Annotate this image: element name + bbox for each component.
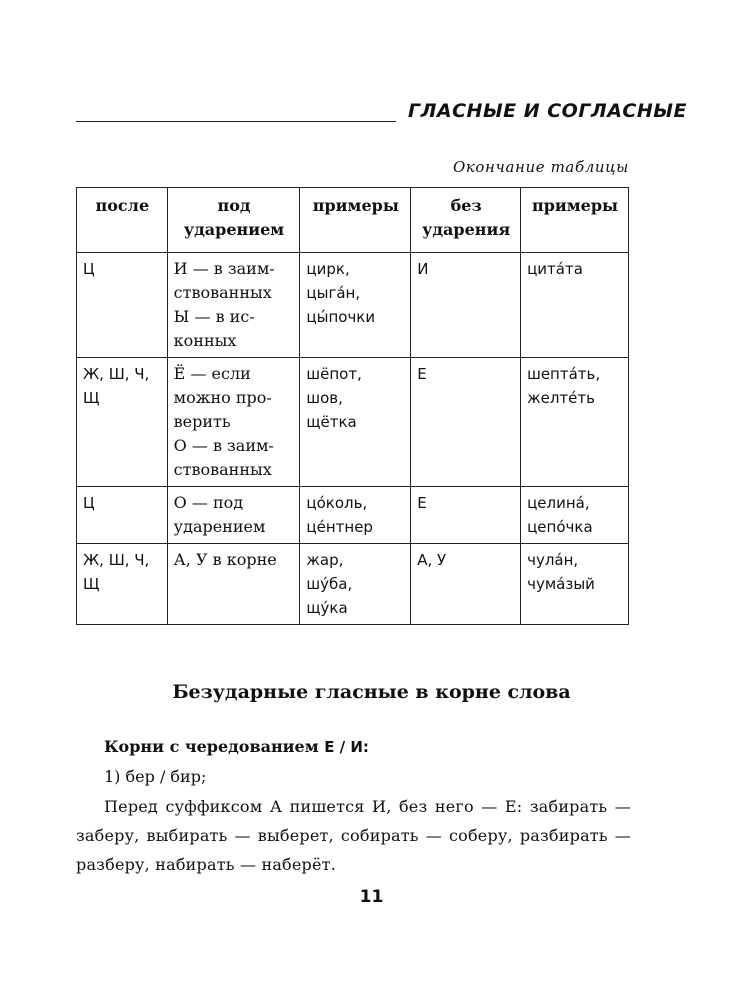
cell-stressed-line: можно про- — [173, 388, 272, 407]
cell-after: Ж, Ш, Ч, Щ — [77, 544, 168, 625]
cell-examples-line: цы́почки — [306, 308, 376, 326]
cell-examples-2 — [521, 358, 629, 487]
cell-examples — [300, 487, 411, 544]
rule-item-1: 1) бер / бир; — [104, 767, 207, 786]
cell-examples-line: шов, — [306, 389, 343, 407]
cell-stressed-line: верить — [173, 412, 231, 431]
rule-paragraph: Перед суффиксом А пишется И, без него — Е: забирать — заберу, выбирать — выберет, собирать — соберу, разбирать — разберу, набирать — наберёт. — [76, 797, 631, 874]
table-row — [77, 487, 629, 544]
col-header-examples: примеры — [300, 188, 411, 253]
cell-examples-2-line: шепта́ть, — [527, 365, 601, 383]
cell-examples-2 — [521, 253, 629, 358]
cell-unstressed: А, У — [411, 544, 521, 625]
cell-stressed — [167, 253, 300, 358]
cell-stressed — [167, 358, 300, 487]
col-header-stressed: под ударением — [167, 188, 300, 253]
page-number: 11 — [359, 887, 384, 907]
vowel-table — [76, 187, 629, 625]
cell-stressed-line: Ё — если — [173, 364, 251, 383]
table-row — [77, 253, 629, 358]
col-header-after: после — [77, 188, 168, 253]
table-row — [77, 544, 629, 625]
subheading-text: Корни с чередованием — [104, 737, 319, 756]
col-header-examples-2: примеры — [521, 188, 629, 253]
cell-after: Ц — [77, 487, 168, 544]
cell-examples-2-line: целина́, — [527, 494, 590, 512]
cell-examples-line: цо́коль, — [306, 494, 368, 512]
cell-unstressed: И — [411, 253, 521, 358]
cell-stressed — [167, 544, 300, 625]
cell-stressed-line: ствованных — [173, 283, 272, 302]
subheading-letters: Е / И: — [324, 738, 369, 756]
cell-stressed-line: И — в заим- — [173, 259, 275, 278]
cell-stressed-line: конных — [173, 331, 237, 350]
cell-examples — [300, 253, 411, 358]
cell-examples-line: шу́ба, — [306, 575, 353, 593]
cell-examples-2-line: цепо́чка — [527, 518, 593, 536]
cell-examples-line: цирк, — [306, 260, 350, 278]
cell-examples-line: шёпот, — [306, 365, 362, 383]
cell-examples-2-line: чула́н, — [527, 551, 579, 569]
cell-examples-line: цыга́н, — [306, 284, 361, 302]
cell-examples-line: щу́ка — [306, 599, 348, 617]
cell-examples-2 — [521, 487, 629, 544]
table-caption: Окончание таблицы — [452, 158, 629, 176]
cell-stressed-line: ствованных — [173, 460, 272, 479]
cell-examples — [300, 358, 411, 487]
col-header-unstressed: без ударения — [411, 188, 521, 253]
cell-examples-line: жар, — [306, 551, 344, 569]
cell-after: Ж, Ш, Ч, Щ — [77, 358, 168, 487]
cell-examples-2 — [521, 544, 629, 625]
cell-stressed-line: О — в заим- — [173, 436, 274, 455]
running-title: ГЛАСНЫЕ И СОГЛАСНЫЕ — [408, 100, 687, 122]
cell-stressed — [167, 487, 300, 544]
cell-examples-2-line: чума́зый — [527, 575, 595, 593]
cell-examples-2-line: цита́та — [527, 260, 583, 278]
cell-unstressed: Е — [411, 358, 521, 487]
subheading — [104, 737, 369, 756]
header-rule — [76, 121, 396, 122]
cell-after: Ц — [77, 253, 168, 358]
table-row — [77, 358, 629, 487]
cell-stressed-line: Ы — в ис- — [173, 307, 255, 326]
section-title: Безударные гласные в корне слова — [172, 681, 571, 703]
cell-stressed-line: ударением — [173, 517, 266, 536]
table-header-row — [77, 188, 629, 253]
cell-stressed-line: О — под — [173, 493, 244, 512]
cell-examples-line: щётка — [306, 413, 357, 431]
cell-examples-line: це́нтнер — [306, 518, 373, 536]
cell-stressed-line: А, У в корне — [173, 550, 277, 569]
cell-examples-2-line: желте́ть — [527, 389, 595, 407]
cell-unstressed: Е — [411, 487, 521, 544]
cell-examples — [300, 544, 411, 625]
